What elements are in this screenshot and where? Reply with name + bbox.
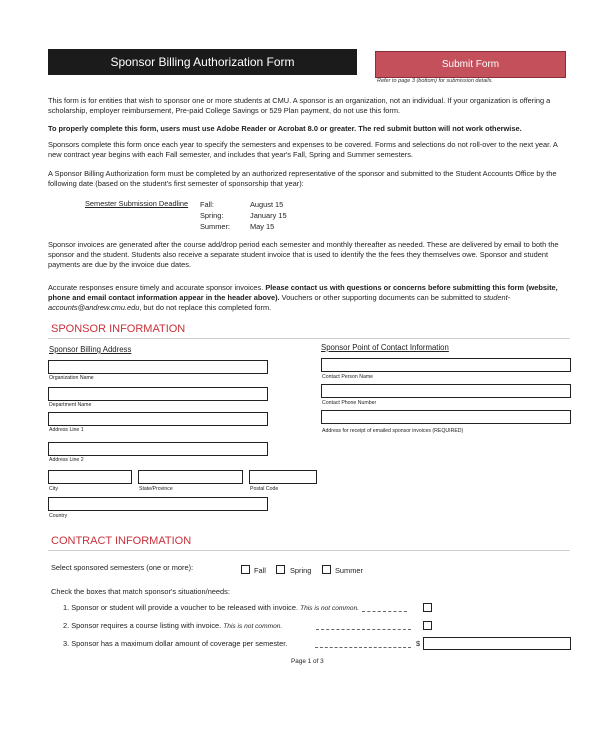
submit-note: Refer to page 3 (bottom) for submission details. (377, 78, 493, 84)
address-line-1-input[interactable] (48, 412, 268, 426)
contact-email-link[interactable]: student-accounts@andrew.cmu.edu (48, 293, 511, 312)
section-divider (48, 338, 570, 339)
postal-code-input[interactable] (249, 470, 317, 484)
address-line-2-label: Address Line 2 (49, 457, 84, 463)
p6-text-a: Accurate responses ensure timely and accurate sponsor invoices. (48, 283, 266, 292)
deadline-date: August 15 (250, 200, 284, 209)
intro-paragraph-3: Sponsors complete this form once each year to specify the semesters and expenses to be covered. Forms and selections do not roll-over to the next year. A new contract year begins with each Fall semester, and includes that year's Fall, Spring and Summer semesters. (48, 140, 558, 159)
spring-label: Spring (290, 566, 312, 575)
situation-item-2 (63, 621, 282, 630)
summer-label: Summer (335, 566, 363, 575)
voucher-checkbox[interactable] (423, 603, 432, 612)
organization-name-label: Organization Name (49, 375, 94, 381)
sponsor-info-heading: SPONSOR INFORMATION (51, 323, 186, 335)
item-number: 3. (63, 639, 70, 648)
deadline-dates (250, 199, 287, 232)
country-label: Country (49, 513, 68, 519)
situation-item-1 (63, 603, 359, 612)
deadline-semester: Fall: (200, 200, 214, 209)
fall-checkbox[interactable] (241, 565, 250, 574)
item-note: This is not common. (223, 623, 283, 630)
leader-line (315, 647, 411, 649)
item-note: This is not common. (300, 605, 360, 612)
deadline-header: Semester Submission Deadline (85, 199, 189, 208)
city-label: City (49, 486, 58, 492)
billing-address-label: Sponsor Billing Address (49, 345, 132, 354)
city-input[interactable] (48, 470, 132, 484)
department-name-label: Department Name (49, 402, 92, 408)
item-text: Sponsor or student will provide a voucher to be released with invoice. (71, 603, 299, 612)
organization-name-input[interactable] (48, 360, 268, 374)
deadline-semester: Spring: (200, 211, 224, 220)
invoice-email-input[interactable] (321, 410, 571, 424)
contact-phone-input[interactable] (321, 384, 571, 398)
postal-code-label: Postal Code (250, 486, 279, 492)
fall-label: Fall (254, 566, 266, 575)
deadline-date: January 15 (250, 211, 287, 220)
intro-paragraph-2: To properly complete this form, users must use Adobe Reader or Acrobat 8.0 or greater. The red submit button will not work otherwise. (48, 124, 522, 133)
item-text: Sponsor has a maximum dollar amount of coverage per semester. (71, 639, 288, 648)
summer-checkbox[interactable] (322, 565, 331, 574)
course-listing-checkbox[interactable] (423, 621, 432, 630)
form-title: Sponsor Billing Authorization Form (48, 49, 357, 75)
department-name-input[interactable] (48, 387, 268, 401)
leader-line (316, 629, 411, 631)
contact-phone-label: Contact Phone Number (322, 400, 377, 406)
contract-info-heading: CONTRACT INFORMATION (51, 535, 192, 547)
semesters-label: Select sponsored semesters (one or more): (51, 563, 194, 572)
p6-text-bold: Please contact us with questions or concerns before submitting this form (website, phone and email contact information appear in the header above). (48, 283, 558, 302)
state-province-label: State/Province (139, 486, 173, 492)
intro-paragraph-4: A Sponsor Billing Authorization form must be completed by an authorized representative of the sponsor and submitted to the Student Accounts Office by the following date (based on the student's first semester of sponsorship that year): (48, 169, 557, 188)
contact-person-name-label: Contact Person Name (322, 374, 374, 380)
intro-paragraph-6 (48, 283, 570, 313)
page-number: Page 1 of 3 (291, 658, 324, 665)
state-province-input[interactable] (138, 470, 243, 484)
p6-text-c: Vouchers or other supporting documents can be submitted to (279, 293, 484, 302)
leader-line (362, 611, 407, 613)
item-number: 1. (63, 603, 70, 612)
intro-paragraph-5: Sponsor invoices are generated after the course add/drop period each semester and monthly thereafter as needed. These are delivered by email to both the sponsor and the student. Students also receive a separate student invoice that is used to identify the the fees they themselves owe. Sponsor and student payments are due by the invoice due dates. (48, 240, 559, 269)
contact-info-label: Sponsor Point of Contact Information (321, 343, 449, 352)
invoice-email-label: Address for receipt of emailed sponsor invoices (REQUIRED) (322, 428, 464, 434)
dollar-sign: $ (416, 639, 421, 648)
submit-form-button[interactable]: Submit Form (375, 51, 566, 78)
contact-person-name-input[interactable] (321, 358, 571, 372)
country-input[interactable] (48, 497, 268, 511)
intro-paragraph-1: This form is for entities that wish to sponsor one or more students at CMU. A sponsor is an organization, not an individual. If your organization is offering a scholarship, employer reimbursement, Pre-paid College Savings or 529 Plan payment, do not use this form. (48, 96, 551, 115)
situation-item-3 (63, 639, 287, 648)
p6-text-d: , but do not replace this completed form. (139, 303, 272, 312)
section-divider (48, 550, 570, 551)
item-text: Sponsor requires a course listing with invoice. (71, 621, 222, 630)
address-line-1-label: Address Line 1 (49, 427, 84, 433)
deadline-date: May 15 (250, 222, 275, 231)
item-number: 2. (63, 621, 70, 630)
deadline-semester: Summer: (200, 222, 230, 231)
address-line-2-input[interactable] (48, 442, 268, 456)
situation-label: Check the boxes that match sponsor's situation/needs: (51, 587, 230, 596)
deadline-semesters (200, 199, 230, 232)
max-coverage-input[interactable] (423, 637, 571, 650)
spring-checkbox[interactable] (276, 565, 285, 574)
